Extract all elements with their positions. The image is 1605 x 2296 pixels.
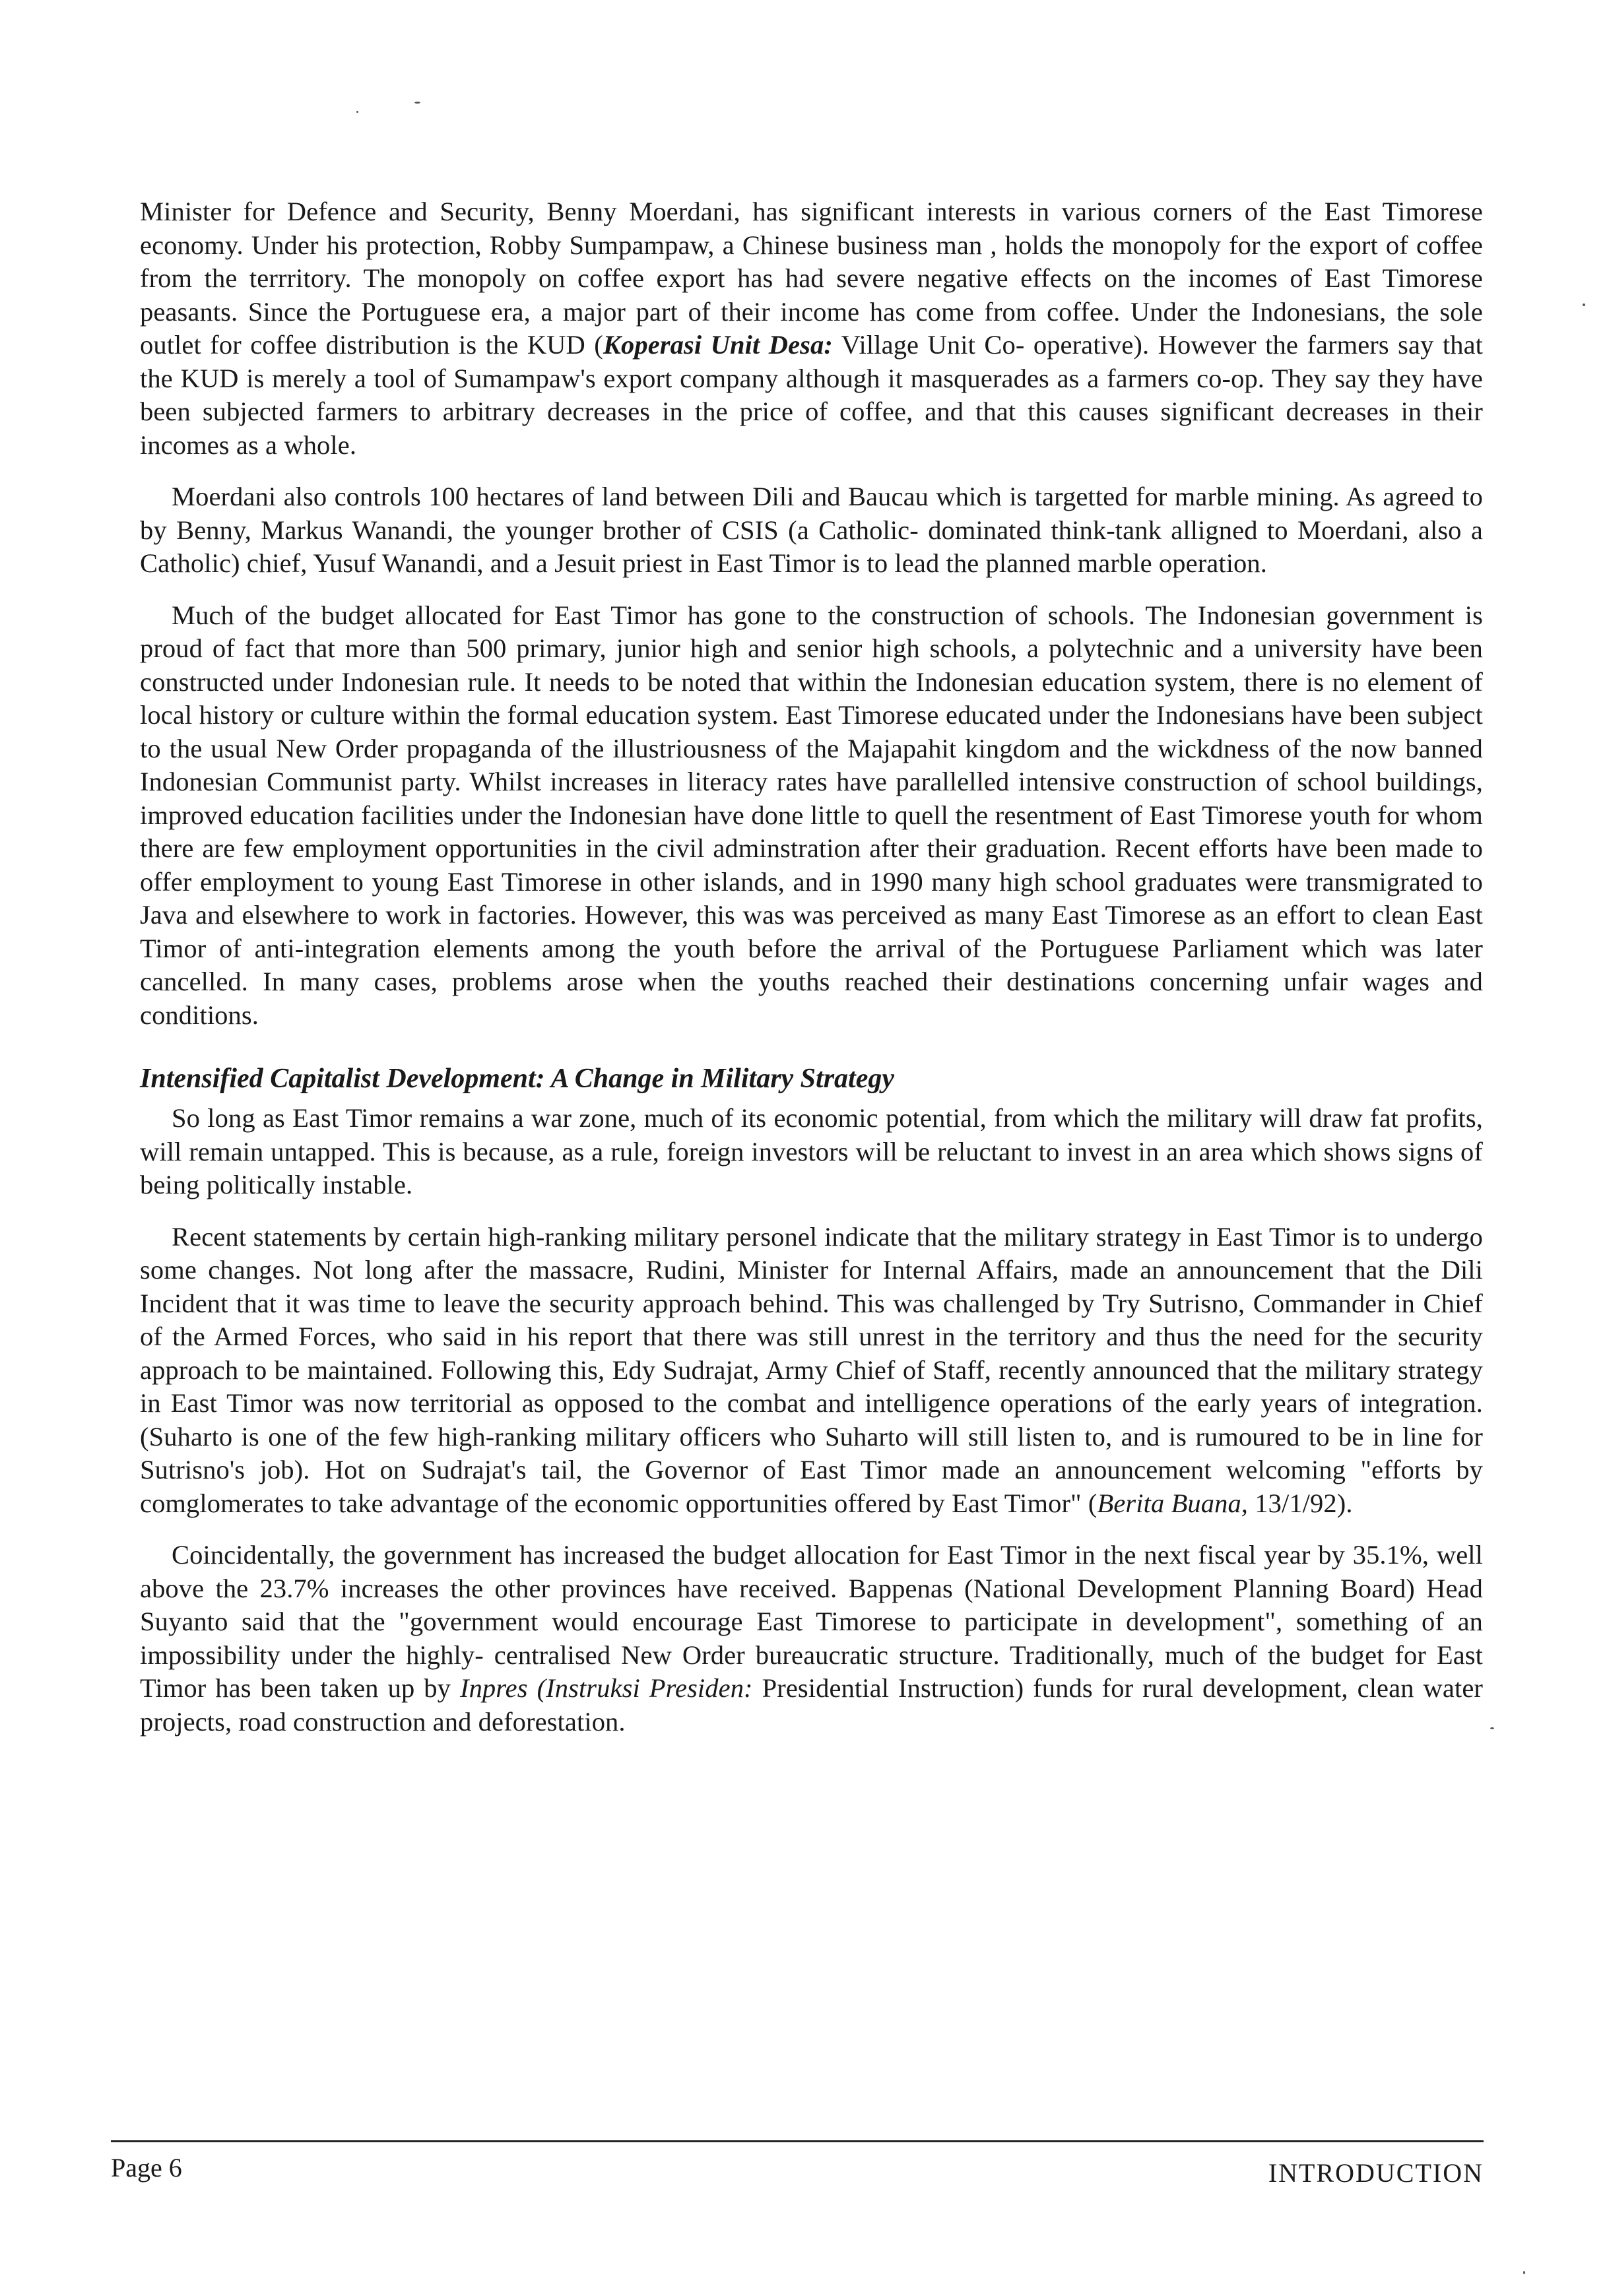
scan-speck	[414, 102, 420, 104]
section-heading: Intensified Capitalist Development: A Change in Military Strategy	[140, 1064, 895, 1094]
paragraph-moerdani-coffee	[140, 195, 1483, 462]
scan-speck	[1583, 303, 1585, 306]
paragraph-marble-mining: Moerdani also controls 100 hectares of land between Dili and Baucau which is targetted for marble mining. As agreed to by Benny, Markus Wanandi, the younger brother of CSIS (a Catholic- dominated think-tank alligned to Moerdani, also a Catholic) chief, Yusuf Wanandi, and a Jesuit priest in East Timor is to lead the planned marble operation.	[140, 482, 1483, 578]
inpres-term: Inpres (Instruksi Presiden:	[460, 1673, 753, 1703]
paragraph-military-statements	[140, 1221, 1483, 1521]
paragraph-war-zone: So long as East Timor remains a war zone, much of its economic potential, from which the military will draw fat profits, will remain untapped. This is because, as a rule, foreign investors will be reluctant to invest in an area which shows signs of being politically instable.	[140, 1103, 1483, 1199]
footer-rule	[111, 2140, 1484, 2142]
paragraph-text: Recent statements by certain high-ranking military personel indicate that the military strategy in East Timor is to undergo some changes. Not long after the massacre, Rudini, Minister for Internal Affairs, made an announcement that the Dili Incident that it was time to leave the security approach behind. This was challenged by Try Sutrisno, Commander in Chief of the Armed Forces, who said in his report that there was still unrest in the territory and thus the need for the security approach to be maintained. Following this, Edy Sudrajat, Army Chief of Staff, recently announced that the military strategy in East Timor was now territorial as opposed to the combat and intelligence operations of the early years of integration. (Suharto is one of the few high-ranking military officers who Suharto will still listen to, and is rumoured to be in line for Sutrisno's job). Hot on Sudrajat's tail, the Governor of East Timor made an announcement welcoming "efforts by comglomerates to take advantage of the economic opportunities offered by East Timor" (	[140, 1221, 1483, 1518]
kud-acronym-expansion: Koperasi Unit Desa:	[603, 330, 833, 360]
paragraph-text: Presidential Instruction) funds for rural development, clean water projects, road construction and deforestation.	[140, 1673, 1483, 1737]
scan-speck	[356, 111, 358, 113]
page-number: Page 6	[111, 2153, 182, 2183]
body-text	[140, 195, 1483, 1757]
paragraph-schools: Much of the budget allocated for East Timor has gone to the construction of schools. The Indonesian government is proud of fact that more than 500 primary, junior high and senior high schools, a polytechnic and a university have been constructed under Indonesian rule. It needs to be noted that within the Indonesian education system, there is no element of local history or culture within the formal education system. East Timorese educated under the Indonesians have been subject to the usual New Order propaganda of the illustriousness of the Majapahit kingdom and the wickdness of the now banned Indonesian Communist party. Whilst increases in literacy rates have parallelled intensive construction of school buildings, improved education facilities under the Indonesian have done little to quell the resentment of East Timorese youth for whom there are few employment opportunities in the civil adminstration after their graduation. Recent efforts have been made to offer employment to young East Timorese in other islands, and in 1990 many high school graduates were transmigrated to Java and elsewhere to work in factories. However, this was was perceived as many East Timorese as an effort to clean East Timor of anti-integration elements among the youth before the arrival of the Portuguese Parliament which was later cancelled. In many cases, problems arose when the youths reached their destinations concerning unfair wages and conditions.	[140, 600, 1483, 1030]
source-citation: Berita Buana,	[1097, 1488, 1249, 1518]
paragraph-text: Village Unit Co- operative). However the farmers say that the KUD is merely a tool of Sumampaw's export company although it masquerades as a farmers co-op. They say they have been subjected farmers to arbitrary decreases in the price of coffee, and that this causes significant decreases in their incomes as a whole.	[140, 330, 1483, 460]
paragraph-text: Coincidentally, the government has increased the budget allocation for East Timor in the next fiscal year by 35.1%, well above the 23.7% increases the other provinces have received. Bappenas (National Development Planning Board) Head Suyanto said that the "government would encourage East Timorese to participate in development", something of an impossibility under the highly- centralised New Order bureaucratic structure. Traditionally, much of the budget for East Timor has been taken up by	[140, 1540, 1483, 1703]
section-label: INTRODUCTION	[1268, 2158, 1484, 2188]
scan-speck	[1523, 2271, 1525, 2274]
paragraph-budget-allocation	[140, 1539, 1483, 1738]
paragraph-text: Minister for Defence and Security, Benny Moerdani, has significant interests in various corners of the East Timorese economy. Under his protection, Robby Sumpampaw, a Chinese business man , holds the monopoly for the export of coffee from the terrritory. The monopoly on coffee export has had severe negative effects on the incomes of East Timorese peasants. Since the Portuguese era, a major part of their income has come from coffee. Under the Indonesians, the sole outlet for coffee distribution is the KUD (	[140, 197, 1483, 360]
scan-speck	[1490, 1727, 1494, 1729]
paragraph-text: 13/1/92).	[1248, 1488, 1353, 1518]
